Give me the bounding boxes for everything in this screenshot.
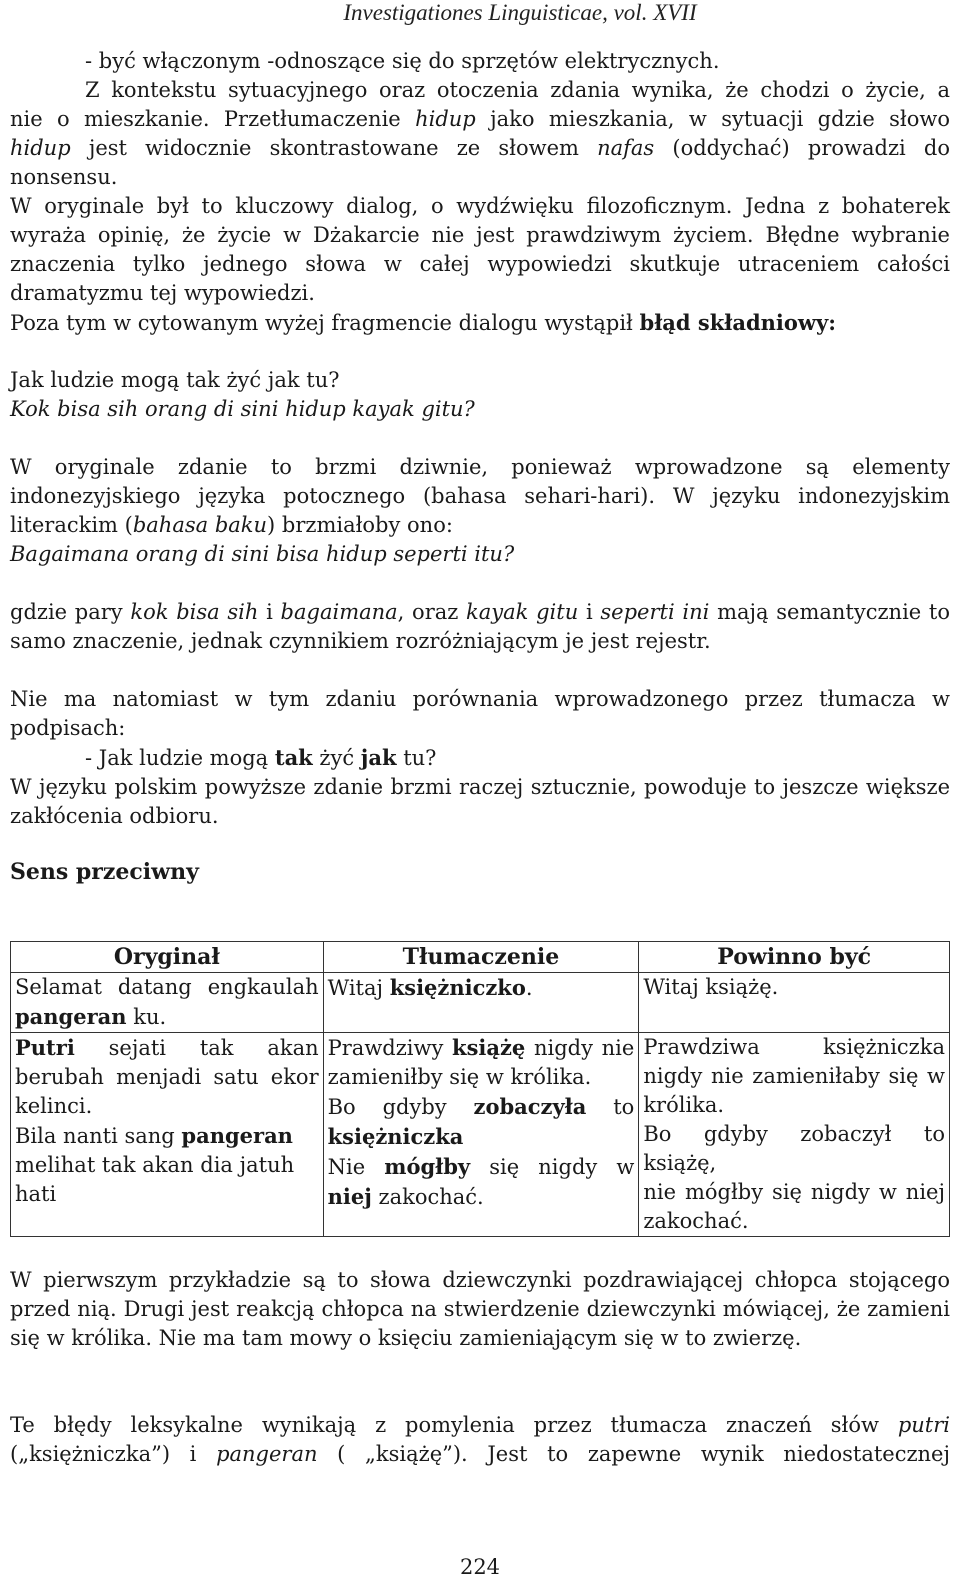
paragraph-syntax: Poza tym w cytowanym wyżej fragmencie dialogu wystąpił błąd składniowy:: [10, 310, 836, 335]
table-cell: Prawdziwy książę nigdy nie zamieniłby się w królika. Bo gdyby zobaczyła to księżniczka Nie mógłby się nigdy w niej zakochać.: [323, 1033, 639, 1237]
table-row: [11, 973, 950, 1033]
paragraph-first-example: W pierwszym przykładzie są to słowa dziewczynki pozdrawiającej chłopca stojącego przed nią. Drugi jest reakcją chłopca na stwierdzenie dziewczynki mówiącej, że zamieni się w królika. Nie ma tam mowy o księciu zamieniającym się w to zwierzę.: [10, 1268, 950, 1350]
literary-sentence: Bagaimana orang di sini bisa hidup seperti itu?: [10, 542, 515, 566]
paragraph-comparison: Nie ma natomiast w tym zdaniu porównania wprowadzonego przez tłumacza w podpisach: - Jak ludzie mogą tak żyć jak tu? W języku polskim powyższe zdanie brzmi raczej sztucznie, powoduje to jeszcze większe zakłócenia odbioru.: [10, 687, 950, 828]
paragraph-dialog: [10, 192, 950, 308]
emphasis-error: błąd składniowy:: [639, 310, 836, 335]
translation-table: [10, 941, 950, 1237]
table-cell: Selamat datang engkaulah pangeran ku.: [11, 973, 324, 1033]
bullet-line: - Jak ludzie mogą tak żyć jak tu?: [85, 745, 437, 770]
quote-indonesian: Kok bisa sih orang di sini hidup kayak gitu?: [10, 397, 475, 421]
table-cell: Witaj księżniczko.: [323, 973, 639, 1033]
table-cell: Prawdziwa księżniczka nigdy nie zamieniłaby się w królika. Bo gdyby zobaczył to książę, nie mógłby się nigdy w niej zakochać.: [639, 1033, 950, 1237]
paragraph-register: gdzie pary kok bisa sih i bagaimana, oraz kayak gitu i seperti ini mają semantycznie to samo znaczenie, jednak czynnikiem rozróżniającym je jest rejestr.: [10, 600, 951, 653]
table-header-row: [11, 942, 950, 973]
text-line: nonsensu.: [10, 165, 118, 189]
paragraph-text: W oryginale był to kluczowy dialog, o wydźwięku filozoficznym. Jedna z bohaterek wyraża opinię, że życie w Dżakarcie nie jest prawdziwym życiem. Błędne wybranie znaczenia tylko jednego słowa w całej wypowiedzi skutkuje utraceniem całości dramatyzmu tej wypowiedzi.: [10, 194, 950, 305]
paragraph-lexical-errors: Te błędy leksykalne wynikają z pomylenia przez tłumacza znaczeń słów putri („księżniczka”) i pangeran ( „książę”). Jest to zapewne wynik niedostatecznej: [10, 1413, 950, 1466]
section-heading: Sens przeciwny: [10, 859, 199, 885]
table-row: [11, 1033, 950, 1237]
table-cell: Putri sejati tak akan berubah menjadi satu ekor kelinci. Bila nanti sang pangeran melihat tak akan dia jatuh hati: [11, 1033, 324, 1237]
paragraph-colloquial: W oryginale zdanie to brzmi dziwnie, ponieważ wprowadzone są elementy indonezyjskiego języka potocznego (bahasa sehari-hari). W języku indonezyjskim literackim (bahasa baku) brzmiałoby ono: Bagaimana orang di sini bisa hidup seperti itu?: [10, 453, 950, 569]
column-header: Tłumaczenie: [323, 942, 639, 973]
bullet-line: - być włączonym -odnoszące się do sprzętów elektrycznych.: [85, 49, 720, 73]
text-line: Z kontekstu sytuacyjnego oraz otoczenia zdania wynika, że chodzi o życie, a: [85, 78, 950, 102]
column-header: Oryginał: [11, 942, 324, 973]
paragraph-nonsense: [10, 47, 950, 192]
running-header: Investigationes Linguisticae, vol. XVII: [343, 0, 697, 25]
table-cell: Witaj książę.: [639, 973, 950, 1033]
quote-polish: Jak ludzie mogą tak żyć jak tu?: [10, 368, 340, 392]
text-line: hidup jest widocznie skontrastowane ze słowem nafas (oddychać) prowadzi do: [10, 136, 950, 160]
page-number: 224: [459, 1555, 501, 1579]
column-header: Powinno być: [639, 942, 950, 973]
text-line: nie o mieszkanie. Przetłumaczenie hidup jako mieszkania, w sytuacji gdzie słowo: [10, 107, 951, 131]
quote-block: [10, 366, 950, 424]
